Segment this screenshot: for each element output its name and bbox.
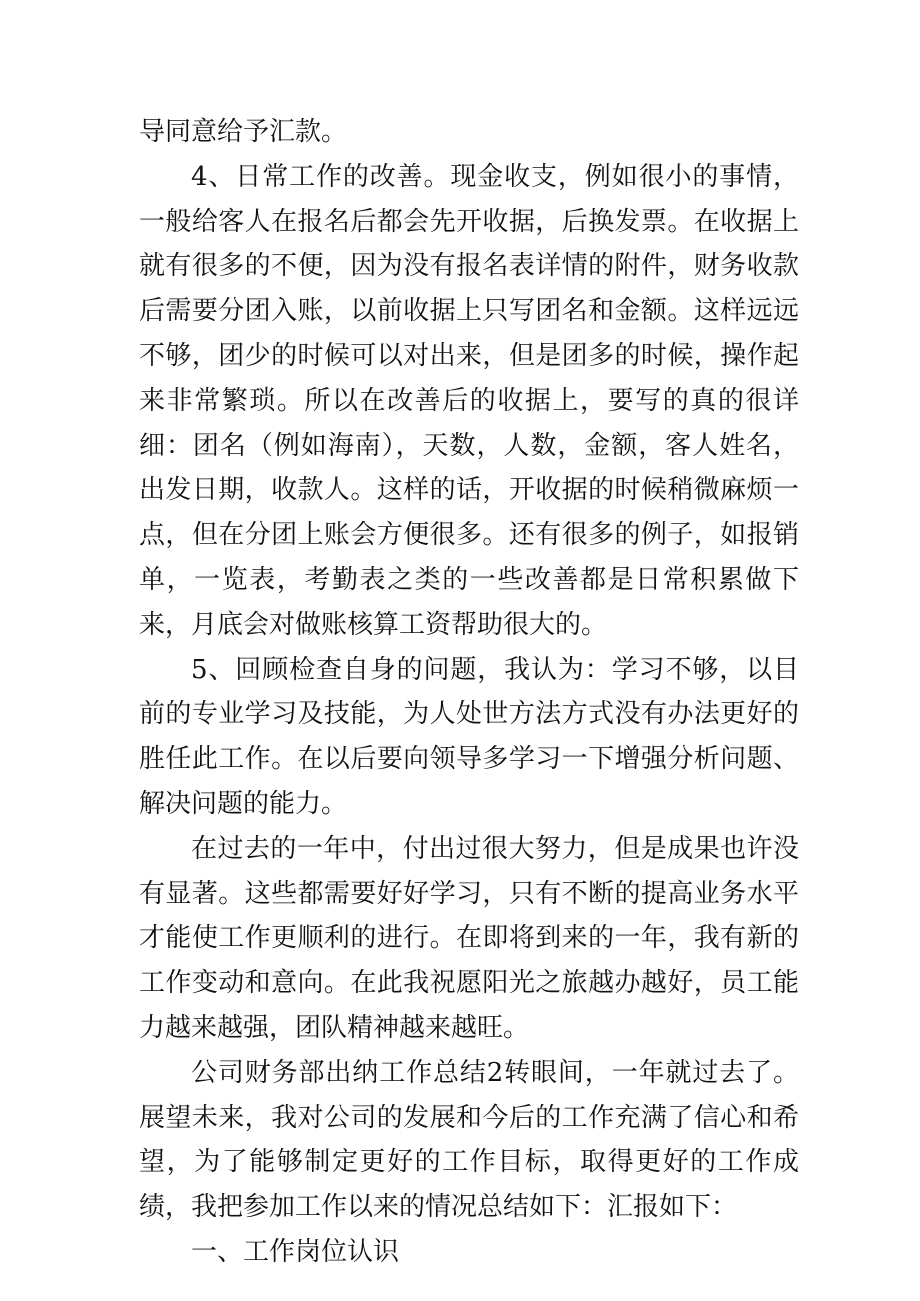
paragraph-self-review: 5、回顾检查自身的问题，我认为：学习不够，以目前的专业学习及技能，为人处世方法方式没有办法更好的胜任此工作。在以后要向领导多学习一下增强分析问题、解决问题的能力。 [139,654,799,819]
paragraph-daily-work-improvement: 4、日常工作的改善。现金收支，例如很小的事情，一般给客人在报名后都会先开收据，后换发票。在收据上就有很多的不便，因为没有报名表详情的附件，财务收款后需要分团入账，以前收据上只写团名和金额。这样远远不够，团少的时候可以对出来，但是团多的时候，操作起来非常繁琐。所以在改善后的收据上，要写的真的很详细：团名（例如海南），天数，人数，金额，客人姓名，出发日期，收款人。这样的话，开收据的时候稍微麻烦一点，但在分团上账会方便很多。还有很多的例子，如报销单，一览表，考勤表之类的一些改善都是日常积累做下来，月底会对做账核算工资帮助很大的。 [139,161,799,640]
section-heading: 一、工作岗位认识 [191,1236,400,1267]
paragraph-summary-2-intro: 公司财务部出纳工作总结2转眼间，一年就过去了。展望未来，我对公司的发展和今后的工作充满了信心和希望，为了能够制定更好的工作目标，取得更好的工作成绩，我把参加工作以来的情况总结如下：汇报如下： [139,1057,799,1223]
document-page [139,110,799,1275]
paragraph-year-summary: 在过去的一年中，付出过很大努力，但是成果也许没有显著。这些都需要好好学习，只有不断的提高业务水平才能使工作更顺利的进行。在即将到来的一年，我有新的工作变动和意向。在此我祝愿阳光之旅越办越好，员工能力越来越强，团队精神越来越旺。 [139,833,799,1043]
paragraph-continuation: 导同意给予汇款。 [139,117,348,147]
